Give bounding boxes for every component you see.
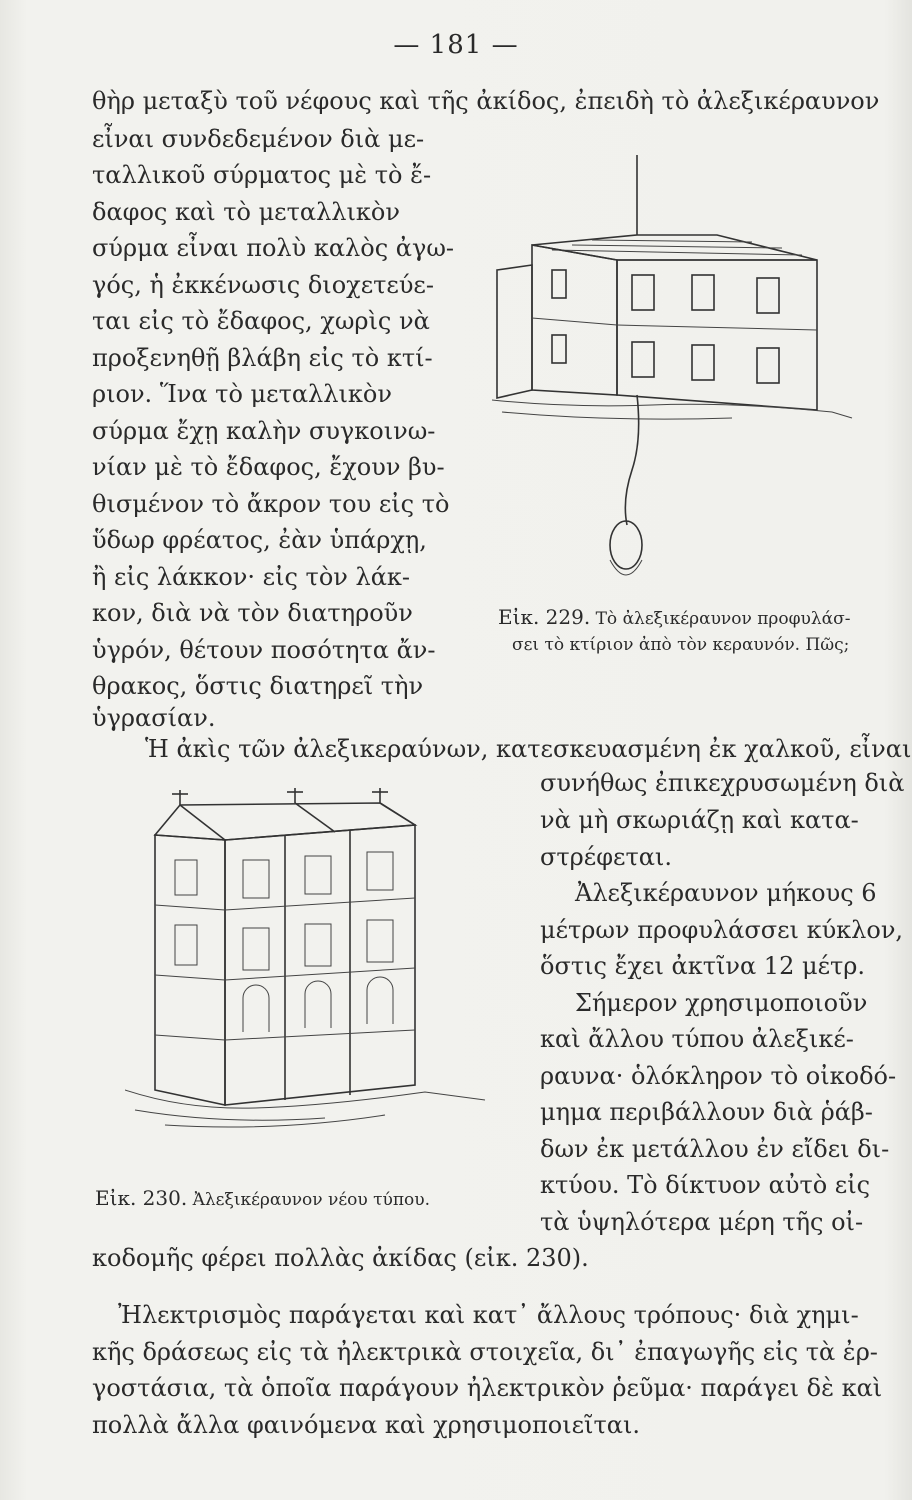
text-line: θισμένον τὸ ἄκρον του εἰς τὸ (92, 490, 450, 518)
text-line: ἢ εἰς λάκκον· εἰς τὸν λάκ- (92, 563, 411, 591)
text-line: κον, διὰ νὰ τὸν διατηροῦν (92, 599, 413, 627)
text-line: γοστάσια, τὰ ὁποῖα παράγουν ἠλεκτρικὸν ῥεῦμα· παράγει δὲ καὶ (92, 1374, 883, 1402)
text-line: Ἠλεκτρισμὸς παράγεται καὶ κατ᾽ ἄλλους τρόπους· διὰ χημι- (118, 1301, 859, 1329)
text-line: κοδομῆς φέρει πολλὰς ἀκίδας (εἰκ. 230). (92, 1244, 589, 1272)
text-line: εἶναι συνδεδεμένον διὰ με- (92, 125, 425, 153)
figure-229-caption-text: Τὸ ἀλεξικέραυνον προφυλάσ- (595, 609, 851, 629)
figure-229-caption-line1 (498, 606, 850, 630)
text-line: καὶ ἄλλου τύπου ἀλεξικέ- (540, 1025, 854, 1053)
text-line: συνήθως ἐπικεχρυσωμένη διὰ (540, 769, 905, 797)
text-line: κῆς δράσεως εἰς τὰ ἠλεκτρικὰ στοιχεῖα, δι᾽ ἐπαγωγῆς εἰς τὰ ἐρ- (92, 1338, 878, 1366)
text-line: ὕδωρ φρέατος, ἐὰν ὑπάρχῃ, (92, 526, 427, 554)
text-line: ται εἰς τὸ ἔδαφος, χωρὶς νὰ (92, 307, 430, 335)
text-line: θὴρ μεταξὺ τοῦ νέφους καὶ τῆς ἀκίδος, ἐπειδὴ τὸ ἀλεξικέραυνον (92, 87, 880, 115)
figure-229-number: Εἰκ. 229. (498, 605, 591, 629)
figure-230-illustration (125, 770, 505, 1165)
figure-229-illustration (492, 150, 872, 600)
text-line: Ἡ ἀκὶς τῶν ἀλεξικεραύνων, κατεσκευασμένη ἐκ χαλκοῦ, εἶναι (145, 735, 912, 763)
text-line: ταλλικοῦ σύρματος μὲ τὸ ἔ- (92, 161, 432, 189)
page-number: — 181 — (393, 30, 519, 60)
text-line: μημα περιβάλλουν διὰ ῥάβ- (540, 1098, 873, 1126)
text-line: ριον. Ἵνα τὸ μεταλλικὸν (92, 380, 392, 408)
figure-230-caption-text: Ἀλεξικέραυνον νέου τύπου. (192, 1190, 431, 1210)
text-line: γός, ἡ ἐκκένωσις διοχετεύε- (92, 271, 434, 299)
text-line: σύρμα εἶναι πολὺ καλὸς ἀγω- (92, 234, 455, 262)
text-line: πολλὰ ἄλλα φαινόμενα καὶ χρησιμοποιεῖται. (92, 1411, 640, 1439)
figure-230-caption (95, 1187, 430, 1211)
text-line: Σήμερον χρησιμοποιοῦν (575, 989, 868, 1017)
text-line: δων ἐκ μετάλλου ἐν εἴδει δι- (540, 1135, 890, 1163)
text-line: κτύου. Τὸ δίκτυον αὐτὸ εἰς (540, 1171, 871, 1199)
text-line: τὰ ὑψηλότερα μέρη τῆς οἰ- (540, 1208, 864, 1236)
text-line: δαφος καὶ τὸ μεταλλικὸν (92, 198, 400, 226)
text-line: ὅστις ἔχει ἀκτῖνα 12 μέτρ. (540, 952, 866, 980)
text-line: ραυνα· ὁλόκληρον τὸ οἰκοδό- (540, 1062, 897, 1090)
text-line: νίαν μὲ τὸ ἔδαφος, ἔχουν βυ- (92, 453, 445, 481)
figure-230-number: Εἰκ. 230. (95, 1186, 188, 1210)
text-line: στρέφεται. (540, 843, 672, 871)
text-line: νὰ μὴ σκωριάζῃ καὶ κατα- (540, 806, 859, 834)
text-line: προξενηθῇ βλάβη εἰς τὸ κτί- (92, 344, 433, 372)
figure-229-caption-line2: σει τὸ κτίριον ἀπὸ τὸν κεραυνόν. Πῶς; (512, 635, 850, 655)
text-line: μέτρων προφυλάσσει κύκλον, (540, 916, 904, 944)
text-line: σύρμα ἔχῃ καλὴν συγκοινω- (92, 417, 436, 445)
text-line: Ἀλεξικέραυνον μήκους 6 (575, 879, 877, 907)
text-line: ὑγρασίαν. (92, 704, 216, 732)
text-line: ὑγρόν, θέτουν ποσότητα ἄν- (92, 636, 436, 664)
text-line: θρακος, ὅστις διατηρεῖ τὴν (92, 672, 424, 700)
